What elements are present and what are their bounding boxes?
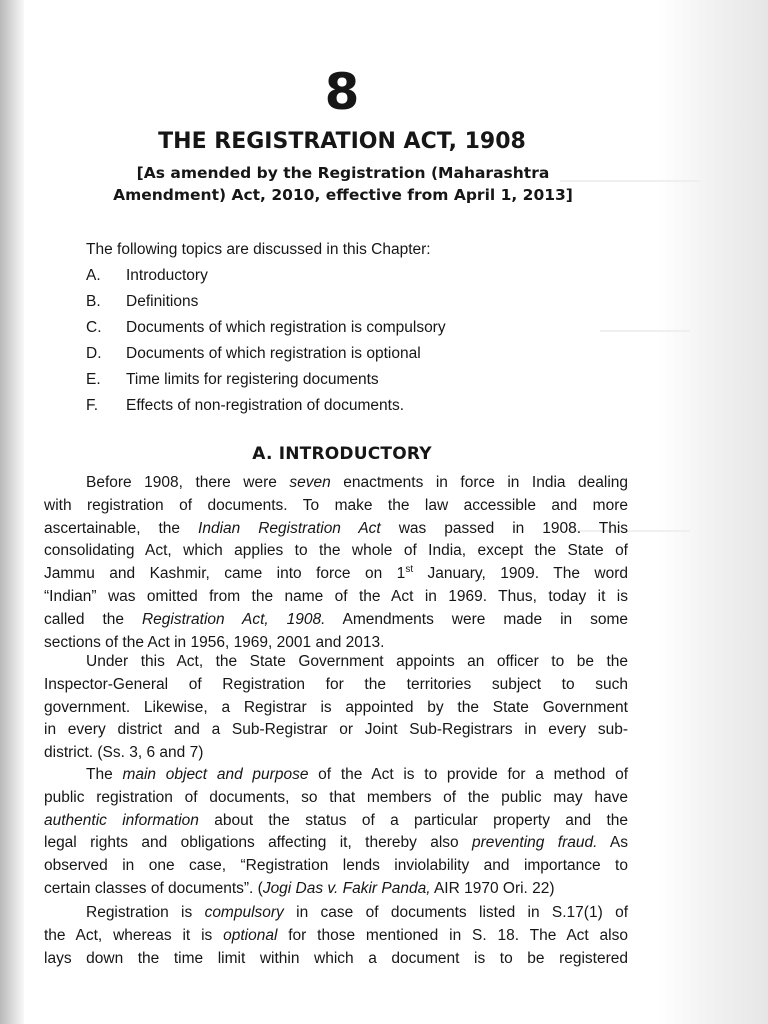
topic-item [86, 292, 446, 318]
topic-item [86, 318, 446, 344]
text-run: enactments in force in India dealing [330, 474, 629, 491]
emphasis-text: preventing fraud. [472, 834, 598, 852]
topic-item [86, 344, 446, 370]
text-run: of the Act is to provide for a method of [308, 766, 628, 783]
subtitle-line: [As amended by the Registration (Maharashtra [136, 164, 550, 182]
paragraph-history [44, 472, 628, 654]
text-line: with registration of documents. To make the law accessible and more [44, 496, 628, 514]
topic-letter: D. [86, 345, 102, 362]
topic-letter: A. [86, 267, 101, 284]
text-line: district. (Ss. 3, 6 and 7) [44, 744, 204, 762]
emphasis-text: optional [223, 926, 278, 944]
topic-item [86, 370, 446, 396]
topic-text: Documents of which registration is optional [126, 345, 421, 362]
topic-text: Effects of non-registration of documents. [126, 397, 405, 414]
text-run: Before 1908, there were [86, 474, 290, 491]
topic-letter: C. [86, 319, 102, 336]
subtitle-line: Amendment) Act, 2010, effective from April 1, 2013] [113, 186, 573, 204]
topic-text: Introductory [126, 267, 208, 284]
text-run: The [86, 766, 123, 783]
text-line [44, 902, 628, 925]
text-line [44, 518, 628, 541]
chapter-number: 8 [324, 63, 360, 121]
text-line: sections of the Act in 1956, 1969, 2001 and 2013. [44, 633, 385, 651]
superscript: st [405, 564, 414, 576]
chapter-title: THE REGISTRATION ACT, 1908 [158, 129, 526, 154]
topic-item [86, 396, 446, 422]
text-line [44, 609, 628, 632]
text-run: called the [44, 610, 142, 628]
text-line [44, 925, 628, 948]
paragraph-purpose [44, 764, 628, 901]
emphasis-text: compulsory [204, 904, 284, 921]
topic-list [86, 266, 446, 422]
topic-text: Definitions [126, 293, 199, 310]
paragraph-compulsory [44, 902, 628, 970]
text-run: January, 1909. The word [413, 565, 628, 583]
topic-letter: B. [86, 293, 101, 310]
text-line [44, 832, 628, 855]
topic-text: Documents of which registration is compulsory [126, 319, 446, 336]
text-line: Under this Act, the State Government appoints an officer to be the [86, 653, 628, 670]
text-line: public registration of documents, so that members of the public may have [44, 788, 628, 806]
text-run: certain classes of documents”. ( [44, 879, 263, 897]
text-line: lays down the time limit within which a document is to be registered [44, 949, 628, 967]
text-line: “Indian” was omitted from the name of the Act in 1969. Thus, today it is [44, 587, 628, 605]
text-line [44, 563, 628, 586]
emphasis-text: Registration Act, 1908. [141, 610, 326, 628]
text-run: AIR 1970 Ori. 22) [430, 879, 555, 897]
emphasis-text: Indian Registration Act [198, 519, 381, 537]
text-run: about the status of a particular property and the [198, 811, 629, 829]
text-line [44, 878, 628, 901]
text-line [44, 472, 628, 495]
text-line: in every district and a Sub-Registrar or Joint Sub-Registrars in every sub- [44, 721, 628, 739]
topic-item [86, 266, 446, 292]
text-run: legal rights and obligations affecting it, thereby also [44, 834, 473, 852]
text-line [44, 810, 628, 833]
emphasis-text: authentic information [44, 811, 199, 829]
text-run: was passed in 1908. This [380, 519, 629, 537]
text-run: in case of documents listed in S.17(1) of [283, 904, 628, 921]
text-run: Jammu and Kashmir, came into force on 1 [44, 565, 406, 583]
text-line: consolidating Act, which applies to the whole of India, except the State of [44, 542, 628, 560]
text-run: As [597, 834, 629, 852]
emphasis-text: seven [289, 474, 331, 491]
text-line [44, 764, 628, 787]
topic-text: Time limits for registering documents [126, 371, 379, 388]
topic-letter: E. [86, 371, 101, 388]
emphasis-text: main object and purpose [122, 766, 309, 783]
topics-intro: The following topics are discussed in this Chapter: [86, 241, 431, 258]
text-run: Registration is [86, 904, 205, 921]
text-run: ascertainable, the [44, 519, 199, 537]
chapter-subtitle [58, 162, 628, 206]
topic-letter: F. [86, 397, 99, 414]
case-citation: Jogi Das v. Fakir Panda, [262, 879, 431, 897]
text-run: Amendments were made in some [325, 610, 628, 628]
text-line: government. Likewise, a Registrar is appointed by the State Government [44, 698, 628, 716]
text-line: observed in one case, “Registration lends inviolability and importance to [44, 857, 628, 875]
text-run: for those mentioned in S. 18. The Act also [277, 926, 628, 944]
text-run: the Act, whereas it is [44, 926, 224, 944]
text-line: Inspector-General of Registration for the territories subject to such [44, 675, 628, 693]
paragraph-officers [44, 651, 628, 765]
section-heading: A. INTRODUCTORY [252, 444, 432, 464]
